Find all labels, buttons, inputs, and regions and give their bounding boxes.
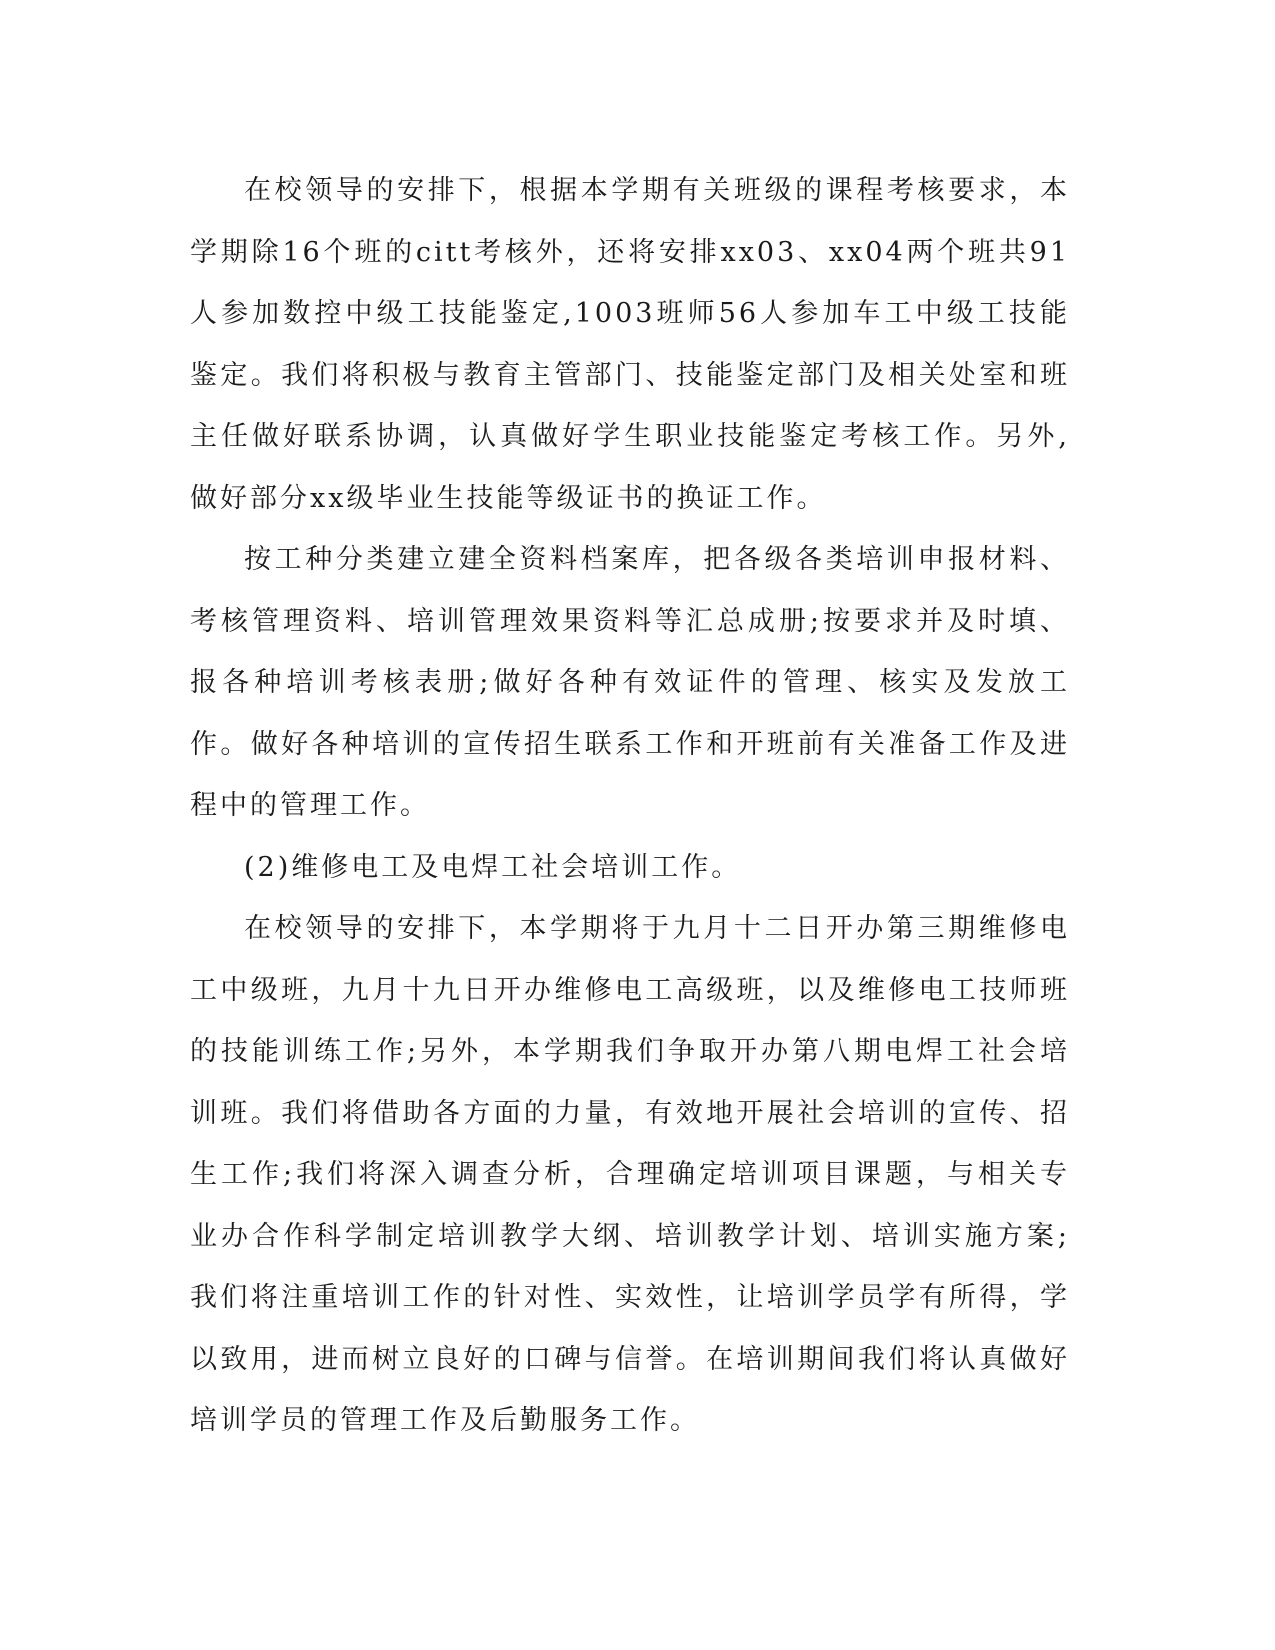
section-heading-electrician-training: (2)维修电工及电焊工社会培训工作。 — [244, 851, 742, 883]
paragraph-assessment: 在校领导的安排下，根据本学期有关班级的课程考核要求，本学期除16个班的citt考核外，还将安排xx03、xx04两个班共91人参加数控中级工技能鉴定,1003班师56人参加车工中级工技能鉴定。我们将积极与教育主管部门、技能鉴定部门及相关处室和班主任做好联系协调，认真做好学生职业技能鉴定考核工作。另外,做好部分xx级毕业生技能等级证书的换证工作。 — [190, 175, 1070, 514]
document-body — [190, 160, 1070, 1452]
paragraph-social-training: 在校领导的安排下，本学期将于九月十二日开办第三期维修电工中级班，九月十九日开办维修电工高级班，以及维修电工技师班的技能训练工作;另外，本学期我们争取开办第八期电焊工社会培训班。我们将借助各方面的力量，有效地开展社会培训的宣传、招生工作;我们将深入调查分析，合理确定培训项目课题，与相关专业办合作科学制定培训教学大纲、培训教学计划、培训实施方案;我们将注重培训工作的针对性、实效性，让培训学员学有所得，学以致用，进而树立良好的口碑与信誉。在培训期间我们将认真做好培训学员的管理工作及后勤服务工作。 — [190, 913, 1070, 1436]
paragraph-archives: 按工种分类建立建全资料档案库，把各级各类培训申报材料、考核管理资料、培训管理效果资料等汇总成册;按要求并及时填、报各种培训考核表册;做好各种有效证件的管理、核实及发放工作。做好各种培训的宣传招生联系工作和开班前有关准备工作及进程中的管理工作。 — [190, 544, 1070, 821]
